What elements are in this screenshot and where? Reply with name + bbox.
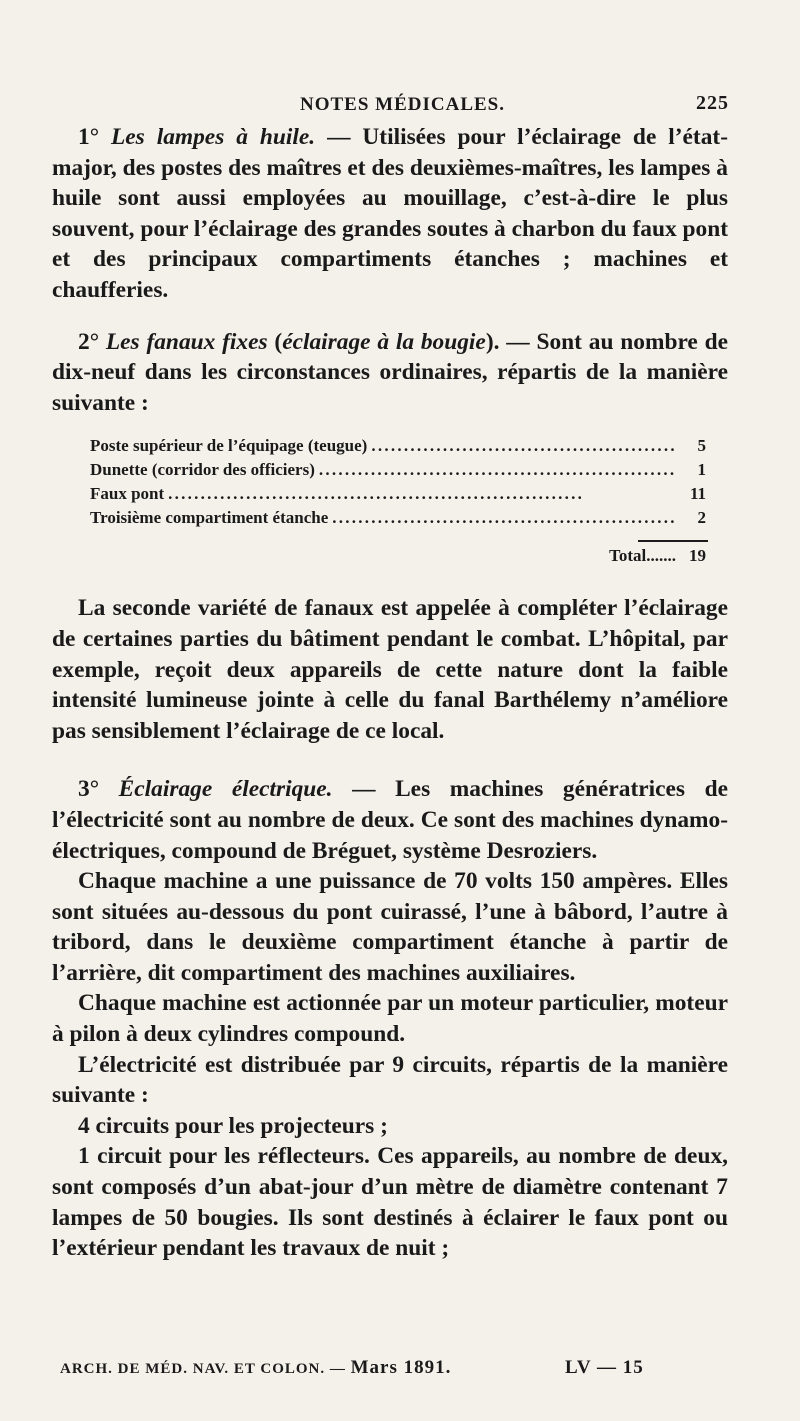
page-footer: [60, 1357, 728, 1381]
section-1-paragraph: [52, 122, 728, 306]
tally-label: Faux pont: [90, 484, 165, 504]
section-3-paragraph: [52, 774, 728, 866]
running-title: NOTES MÉDICALES.: [300, 94, 505, 115]
power-paragraph: Chaque machine a une puissance de 70 volts 150 ampères. Elles sont situées au-dessous du pont cuirassé, l’une à bâbord, l’autre à tribord, dans le deuxième compartiment étanche à partir de l’arrière, dit compartiment des machines auxiliaires.: [52, 868, 728, 986]
tally-label: Dunette (corridor des officiers): [90, 460, 315, 480]
page-body: [52, 88, 728, 1264]
total-label: Total.......: [609, 546, 676, 566]
section-2-number: 2°: [78, 328, 100, 355]
tally-value: 5: [697, 436, 706, 456]
tally-row: [90, 484, 706, 508]
section-2-paren-open: (: [267, 328, 283, 355]
section-3-title: Éclairage électrique.: [118, 776, 333, 803]
section-1-text: — Utilisées pour l’éclairage de l’état-major, des postes des maîtres et des deuxièmes-maîtres, les lampes à huile sont aussi employées au mouillage, c’est-à-dire le plus souvent, pour l’éclairage des grandes soutes à charbon du faux pont et des principaux compartiments étanches ; machines et chaufferies.: [52, 124, 729, 303]
tally-row: [90, 508, 706, 532]
section-2-title: Les fanaux fixes: [105, 328, 268, 355]
tally-value: 11: [689, 484, 706, 504]
circuits-paragraph: L’électricité est distribuée par 9 circuits, répartis de la manière suivante :: [52, 1051, 728, 1109]
page-number: 225: [696, 92, 729, 114]
section-1-title: Les lampes à huile.: [111, 124, 316, 150]
tally-row: [90, 436, 706, 460]
leader-dots: [319, 460, 676, 480]
tally-label: Troisième compartiment étanche: [90, 508, 329, 528]
section-2-paragraph: [52, 327, 728, 419]
tally-label: Poste supérieur de l’équipage (teugue): [90, 436, 368, 456]
section-1-number: 1°: [78, 124, 100, 150]
section-3-text: — Les machines génératrices de l’électricité sont au nombre de deux. Ce sont des machines dynamo-électriques, compound de Bréguet, système Desroziers.: [52, 776, 728, 864]
section-2-subtitle: éclairage à la bougie: [282, 328, 486, 355]
journal-name: ARCH. DE MÉD. NAV. ET COLON. —: [60, 1361, 346, 1377]
section-2-paren-close: ).: [485, 328, 500, 355]
motor-paragraph: Chaque machine est actionnée par un moteur particulier, moteur à pilon à deux cylindres compound.: [52, 990, 728, 1048]
footer-journal: [60, 1357, 451, 1379]
reflectors-paragraph: 1 circuit pour les réflecteurs. Ces appareils, au nombre de deux, sont composés d’un abat-jour d’un mètre de diamètre contenant 7 lampes de 50 bougies. Ils sont destinés à éclairer le faux pont ou l’extérieur pendant les travaux de nuit ;: [52, 1143, 728, 1262]
section-3-number: 3°: [78, 776, 100, 803]
tally-row: [90, 460, 706, 484]
total-rule: [638, 540, 708, 542]
total-value: 19: [689, 546, 706, 566]
second-variety-paragraph: La seconde variété de fanaux est appelée à compléter l’éclairage de certaines parties du bâtiment pendant le combat. L’hôpital, par exemple, reçoit deux appareils de cette nature dont la faible intensité lumineuse jointe à celle du fanal Barthélemy n’améliore pas sensiblement l’éclairage de ce local.: [52, 595, 728, 744]
tally-value: 2: [697, 508, 706, 528]
signature-mark: LV — 15: [565, 1357, 644, 1378]
leader-dots: [332, 508, 676, 528]
projectors-paragraph: 4 circuits pour les projecteurs ;: [78, 1112, 388, 1139]
issue-date: Mars 1891.: [350, 1357, 452, 1378]
section-2-text: — Sont au nombre de dix-neuf dans les circonstances ordinaires, répartis de la manière suivante :: [52, 328, 728, 416]
lantern-tally: [90, 436, 706, 572]
running-head: [52, 88, 728, 122]
leader-dots: [168, 484, 676, 504]
tally-value: 1: [697, 460, 706, 480]
leader-dots: [371, 436, 676, 456]
tally-total: [90, 546, 706, 572]
